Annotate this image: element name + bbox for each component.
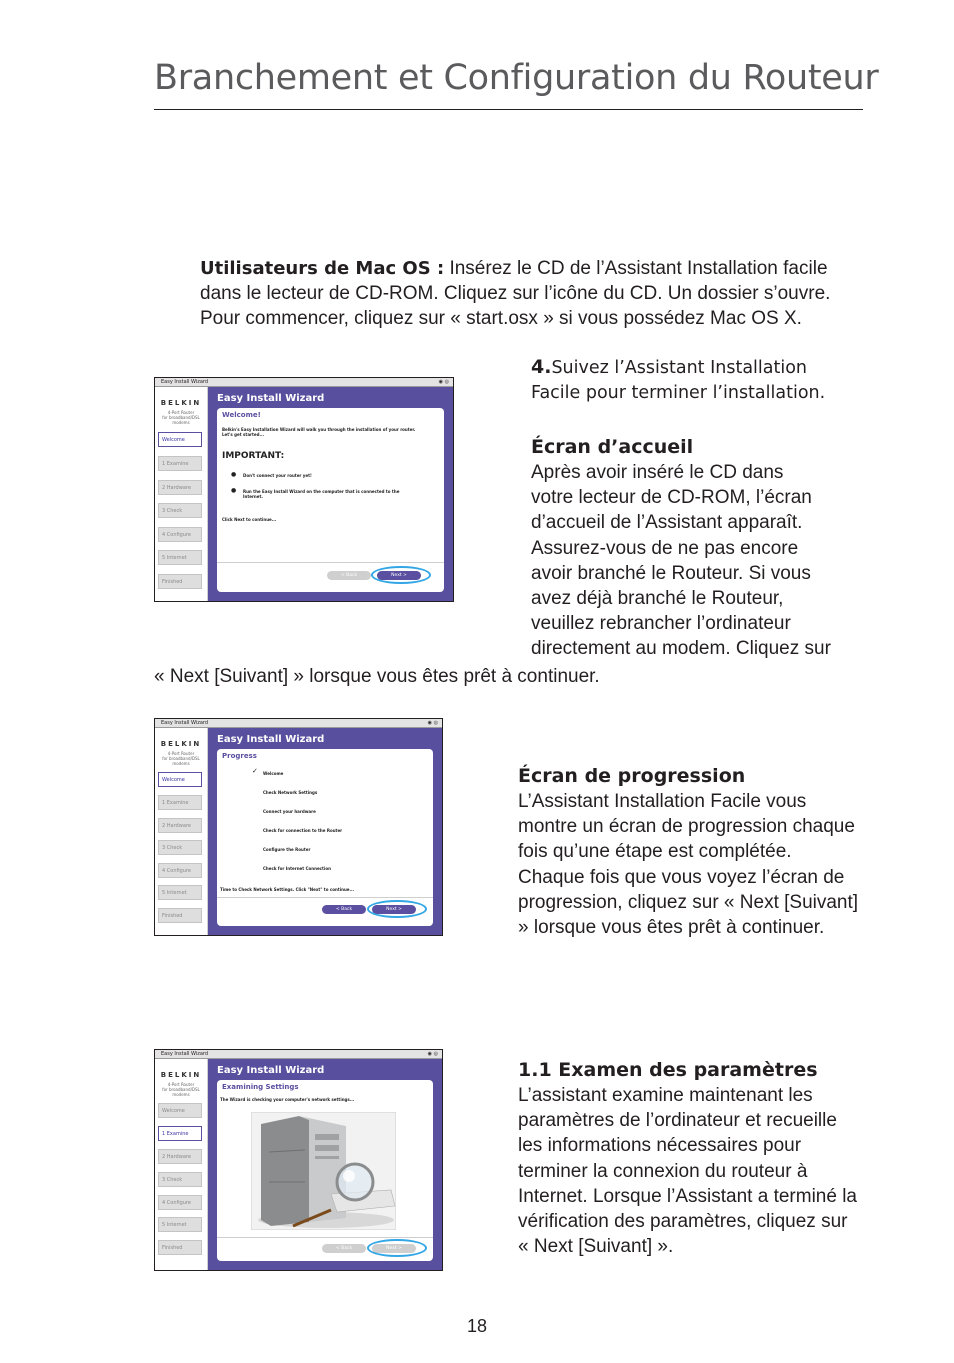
step-finished: Finished <box>158 1240 202 1255</box>
text-line: d’accueil de l’Assistant apparaît. <box>531 512 803 534</box>
examine-text: The Wizard is checking your computer's network settings... <box>220 1097 355 1102</box>
panel-title: Welcome! <box>222 411 261 419</box>
step-finished: Finished <box>158 574 202 589</box>
product-name: 4-Port Router for broadband/DSL modems <box>162 410 200 425</box>
step-check: 3 Check <box>158 1172 202 1187</box>
wizard-panel <box>217 749 433 926</box>
text-line: Après avoir inséré le CD dans <box>531 462 784 483</box>
text-line: veuillez rebrancher l’ordinateur <box>531 613 791 635</box>
wizard-screenshot-examine <box>154 1049 443 1271</box>
next-button[interactable]: Next > <box>372 905 416 914</box>
product-name: 4-Port Router for broadband/DSL modems <box>162 1082 200 1097</box>
highlight-ring <box>367 900 427 918</box>
belkin-logo: BELKIN <box>160 740 202 748</box>
progress-item: Configure the Router <box>263 847 311 852</box>
important-label: IMPORTANT: <box>222 451 285 461</box>
wizard-sidebar <box>155 728 208 935</box>
step-configure: 4 Configure <box>158 1195 202 1210</box>
progress-item: Welcome <box>263 771 284 776</box>
wizard-sidebar <box>155 387 208 601</box>
wizard-sidebar <box>155 1059 208 1270</box>
step-4 <box>531 355 861 406</box>
highlight-ring <box>367 1239 427 1257</box>
bullet-2: Run the Easy Install Wizard on the computer that is connected to the Internet. <box>243 489 400 499</box>
bullet-1: Don't connect your router yet! <box>243 473 312 478</box>
step-internet: 5 Internet <box>158 1217 202 1232</box>
step-internet: 5 Internet <box>158 885 202 900</box>
belkin-logo: BELKIN <box>160 1071 202 1079</box>
product-name: 4-Port Router for broadband/DSL modems <box>162 751 200 766</box>
page-title: Branchement et Configuration du Routeur <box>154 58 879 98</box>
welcome-footer: Click Next to continue... <box>222 517 277 522</box>
belkin-logo: BELKIN <box>160 399 202 407</box>
step-check: 3 Check <box>158 503 202 518</box>
wizard-main <box>208 387 453 601</box>
step-welcome: Welcome <box>158 1103 202 1118</box>
step-check: 3 Check <box>158 840 202 855</box>
section-progress <box>518 763 863 940</box>
next-button[interactable]: Next > <box>377 571 421 580</box>
window-titlebar: Easy Install Wizard ◉ ◎ <box>155 1050 442 1059</box>
panel-title: Examining Settings <box>222 1083 299 1091</box>
step-hardware: 2 Hardware <box>158 1149 202 1164</box>
step-welcome: Welcome <box>158 772 202 787</box>
step-number: 4. <box>531 356 552 378</box>
wizard-panel <box>217 408 444 592</box>
intro-text: Insérez le CD de l’Assistant Installation facile dans le lecteur de CD-ROM. Cliquez sur l’icône du CD. Un dossier s’ouvre. Pour commencer, cliquez sur « start.osx » si vous possédez Mac OS X. <box>200 258 831 330</box>
next-button[interactable]: Next > <box>372 1244 416 1253</box>
step-internet: 5 Internet <box>158 550 202 565</box>
computer-magnifier-illustration <box>251 1112 396 1230</box>
intro-label: Utilisateurs de Mac OS : <box>200 258 445 279</box>
section-body: L’Assistant Installation Facile vous montre un écran de progression chaque fois qu’une étape est complétée. Chaque fois que vous voyez l’écran de progression, cliquez sur « Next [Suivant] » lorsque vous êtes prêt à continuer. <box>518 791 859 939</box>
section-heading: Écran de progression <box>518 765 746 787</box>
title-rule <box>154 109 863 110</box>
text-line: directement au modem. Cliquez sur <box>531 638 831 660</box>
bullet-icon: ● <box>231 471 237 478</box>
progress-footer: Time to Check Network Settings. Click "Next" to continue... <box>220 887 355 892</box>
wizard-main <box>208 728 442 935</box>
section-heading: Écran d’accueil <box>531 436 694 458</box>
step-examine: 1 Examine <box>158 456 202 471</box>
progress-item: Check for connection to the Router <box>263 828 343 833</box>
step-examine: 1 Examine <box>158 795 202 810</box>
step-welcome: Welcome <box>158 432 202 447</box>
step-examine: 1 Examine <box>158 1126 202 1141</box>
text-line: avoir branché le Routeur. Si vous <box>531 562 811 584</box>
highlight-ring <box>371 566 431 584</box>
intro-paragraph <box>200 256 865 332</box>
section-examine <box>518 1057 863 1259</box>
back-button[interactable]: < Back <box>322 1244 366 1253</box>
section-welcome <box>531 434 871 662</box>
page-number: 18 <box>466 1316 488 1336</box>
progress-item: Check for Internet Connection <box>263 866 331 871</box>
text-line: votre lecteur de CD-ROM, l’écran <box>531 487 812 509</box>
wizard-heading: Easy Install Wizard <box>217 1065 325 1076</box>
step-configure: 4 Configure <box>158 863 202 878</box>
section-body <box>531 460 871 662</box>
step-hardware: 2 Hardware <box>158 818 202 833</box>
text-line: Assurez-vous de ne pas encore <box>531 537 799 559</box>
window-titlebar: Easy Install Wizard ◉ ◎ <box>155 719 442 728</box>
welcome-intro: Belkin's Easy Installation Wizard will walk you through the installation of your router. Let's get started... <box>222 427 416 437</box>
check-icon: ✓ <box>252 767 258 775</box>
text-line: avez déjà branché le Routeur, <box>531 588 784 610</box>
wizard-heading: Easy Install Wizard <box>217 734 325 745</box>
section-heading: 1.1 Examen des paramètres <box>518 1059 818 1081</box>
wizard-screenshot-progress <box>154 718 443 936</box>
step-finished: Finished <box>158 908 202 923</box>
bullet-icon: ● <box>231 487 237 494</box>
section-welcome-tail: « Next [Suivant] » lorsque vous êtes prêt à continuer. <box>154 666 600 687</box>
progress-item: Connect your hardware <box>263 809 316 814</box>
window-titlebar: Easy Install Wizard ◉ ◎ <box>155 378 453 387</box>
back-button[interactable]: < Back <box>322 905 366 914</box>
wizard-screenshot-welcome <box>154 377 454 602</box>
progress-item: Check Network Settings <box>263 790 318 795</box>
panel-title: Progress <box>222 752 257 760</box>
wizard-main <box>208 1059 442 1270</box>
step-text: Suivez l’Assistant Installation Facile pour terminer l’installation. <box>531 358 826 404</box>
step-hardware: 2 Hardware <box>158 480 202 495</box>
back-button[interactable]: < Back <box>327 571 371 580</box>
wizard-heading: Easy Install Wizard <box>217 393 325 404</box>
wizard-panel <box>217 1080 433 1261</box>
section-body: L’assistant examine maintenant les paramètres de l’ordinateur et recueille les informations nécessaires pour terminer la connexion du routeur à Internet. Lorsque l’Assistant a terminé la vérification des paramètres, cliquez sur « Next [Suivant] ». <box>518 1085 858 1258</box>
step-configure: 4 Configure <box>158 527 202 542</box>
